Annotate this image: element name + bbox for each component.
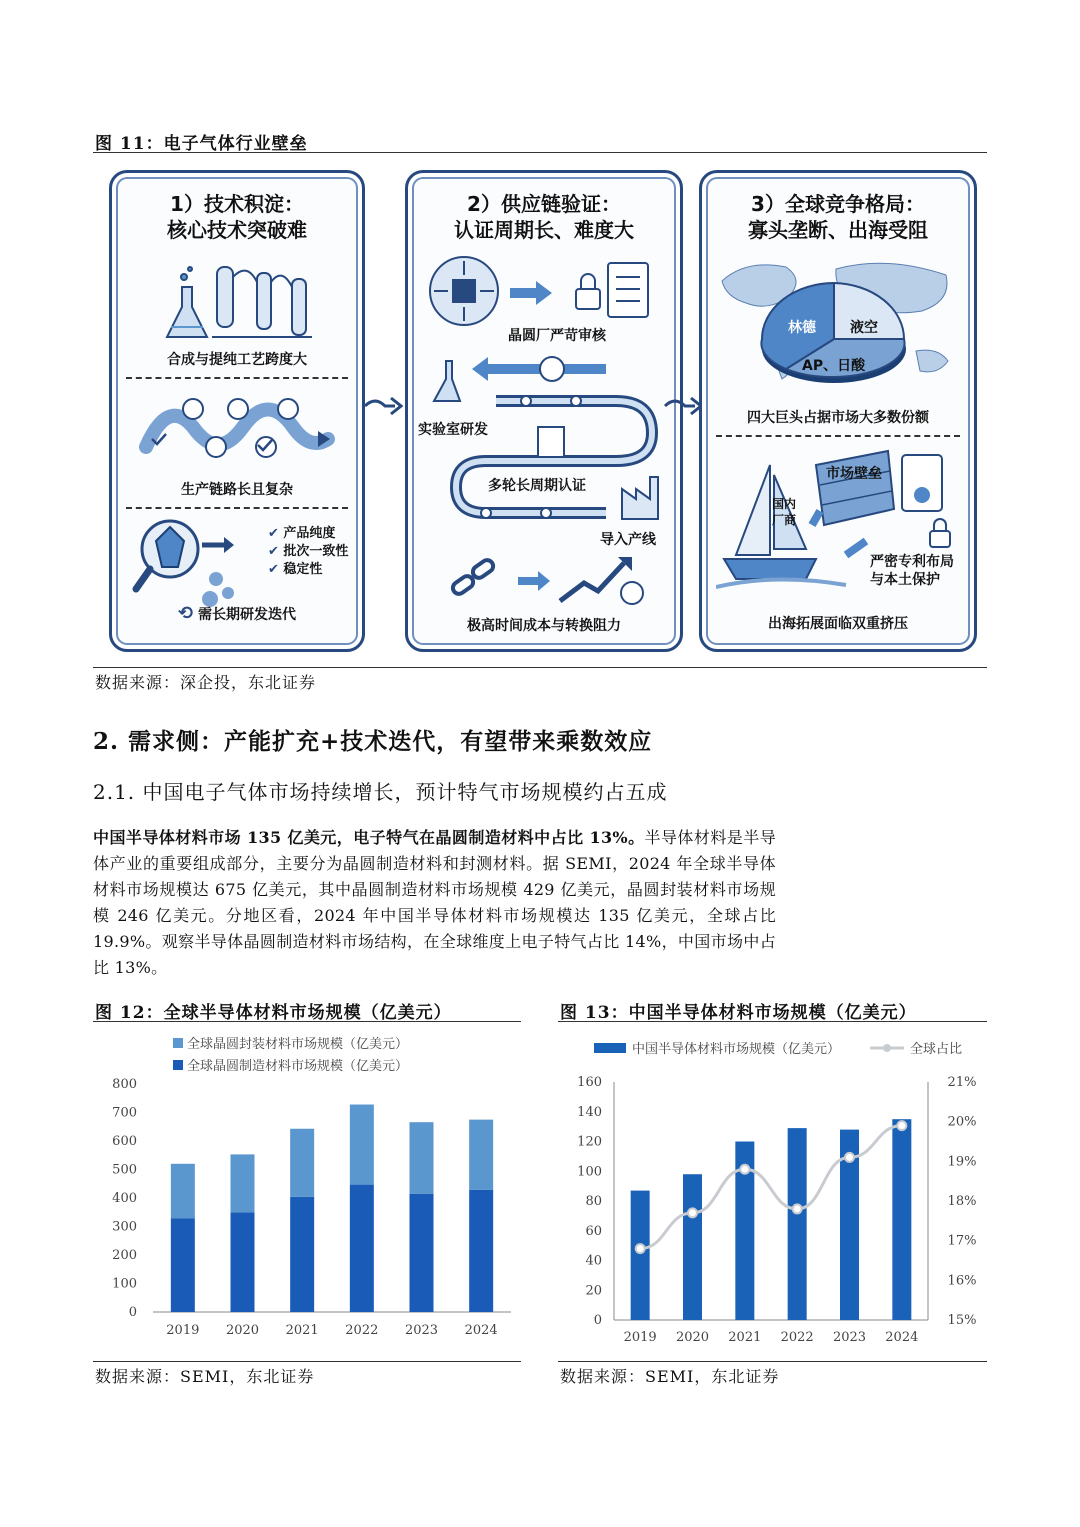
y2-tick-label: 15% [947,1313,977,1328]
bar-manufacturing-2021 [290,1197,314,1312]
bar-manufacturing-2020 [231,1213,255,1312]
bar-packaging-2021 [290,1129,314,1197]
x-tick-label: 2021 [728,1330,762,1345]
fig13-title: 图 13：中国半导体材料市场规模（亿美元） [560,1003,917,1023]
checklist-icon [608,263,648,317]
y-tick-label: 40 [585,1253,602,1269]
legend-marker-line [883,1044,891,1052]
lock-icon [576,274,600,309]
wall-label: 市场壁垒 [826,466,882,482]
share-line [640,1126,902,1249]
clock-icon [621,582,643,604]
audit-illustration [426,253,666,333]
fig13-title-rule [558,1021,987,1022]
check-item-stability: ✔ 稳定性 [268,562,323,577]
y-tick-label: 160 [577,1075,602,1090]
legend-label: 全球晶圆封装材料市场规模（亿美元） [187,1037,409,1052]
x-tick-label: 2024 [885,1330,919,1345]
legend-swatch [173,1038,183,1048]
cap-iter: 需长期研发迭代 [197,607,296,623]
y-tick-label: 800 [112,1077,137,1092]
y-tick-label: 80 [585,1194,602,1209]
bar-2019 [631,1191,650,1320]
legend-swatch-bar [594,1043,626,1053]
check-item-purity: ✔ 产品纯度 [268,526,336,541]
scroll-seal-icon [902,455,942,511]
x-tick-label: 2024 [464,1323,498,1338]
connector-arrow-1 [363,390,403,420]
share-point-2021 [740,1165,749,1174]
y-tick-label: 400 [112,1191,137,1206]
x-tick-label: 2021 [285,1323,319,1338]
check-item-consistency: ✔ 批次一致性 [268,544,349,559]
cap-squeeze: 出海拓展面临双重挤压 [768,616,908,632]
chip-icon [430,257,498,325]
cap-giants: 四大巨头占据市场大多数份额 [747,410,929,426]
bar-packaging-2024 [469,1120,493,1190]
y-tick-label: 700 [112,1105,137,1121]
y-tick-label: 300 [112,1219,137,1235]
legend-label-line: 全球占比 [910,1042,963,1057]
x-tick-label: 2023 [832,1330,867,1345]
fig13-bottom-rule [558,1361,987,1362]
purity-checklist [268,525,348,579]
fig11-title-rule [93,152,987,153]
distillation-column-icon [212,267,312,337]
y-tick-label: 0 [128,1305,137,1320]
y2-tick-label: 17% [947,1233,977,1249]
iter-row [112,603,362,624]
bar-packaging-2020 [231,1154,255,1212]
y-tick-label: 0 [593,1313,602,1328]
bar-manufacturing-2022 [350,1185,374,1312]
magnifier-crystal-illustration [132,515,242,611]
lock-icon [930,519,950,547]
fig12-title-rule [93,1021,521,1022]
y-tick-label: 500 [112,1162,137,1178]
flask-distillation-illustration [162,257,322,347]
body-paragraph-lead: 中国半导体材料市场 135 亿美元，电子特气在晶圆制造材料中占比 13%。 [93,828,645,847]
factory-icon [622,477,658,519]
x-tick-label: 2020 [225,1323,260,1338]
share-point-2022 [793,1204,802,1213]
fig13-chart [558,1024,987,1356]
x-tick-label: 2019 [623,1330,657,1345]
y-tick-label: 140 [577,1104,602,1120]
x-tick-label: 2022 [780,1330,814,1345]
share-point-2020 [688,1208,697,1217]
bar-packaging-2019 [171,1164,195,1219]
fig13-source: 数据来源：SEMI，东北证券 [560,1367,780,1386]
y-tick-label: 600 [112,1134,137,1149]
bar-manufacturing-2019 [171,1219,195,1312]
x-tick-label: 2022 [345,1323,379,1338]
panel-global-competition [699,170,977,652]
x-tick-label: 2019 [166,1323,200,1338]
fig11-title: 图 11：电子气体行业壁垒 [95,134,308,154]
fig12-source: 数据来源：SEMI，东北证券 [95,1367,315,1386]
share-point-2019 [636,1244,645,1253]
y2-tick-label: 18% [947,1194,977,1209]
share-point-2024 [897,1121,906,1130]
x-tick-label: 2023 [404,1323,439,1338]
fig11-infographic [93,160,987,658]
x-tick-label: 2020 [675,1330,710,1345]
pie-label-ap: AP、日酸 [802,358,866,374]
boat-label-line2: 厂商 [772,513,797,527]
fig12-title: 图 12：全球半导体材料市场规模（亿美元） [95,1003,452,1023]
fig12-bottom-rule [93,1361,521,1362]
y-tick-label: 20 [585,1283,602,1299]
y2-tick-label: 21% [947,1075,977,1090]
body-paragraph-text: 半导体材料是半导体产业的重要组成部分，主要分为晶圆制造材料和封测材料。据 SEMI，2024 年全球半导体材料市场规模达 675 亿美元，其中晶圆制造材料市场规模 429 亿美元，晶圆封装材料市场规模 246 亿美元。分地区看，2024 年中国半导体材料市场规模达 135 亿美元，全球占比 19.9%。观察半导体晶圆制造材料市场结构，在全球维度上电子特气占比 14%，中国市场中占比 13%。 [93,828,776,977]
panel-tech-barrier [109,170,365,652]
bar-manufacturing-2024 [469,1190,493,1312]
cap-line: 导入产线 [600,532,656,548]
cost-illustration [448,549,648,611]
subsection-heading: 2.1. 中国电子气体市场持续增长，预计特气市场规模约占五成 [93,780,668,804]
panel2-title-line1: 2）供应链验证： [467,192,621,216]
checklist-icon [538,427,564,457]
rising-arrow-icon [560,563,624,601]
panel1-title-line1: 1）技术积淀： [170,192,304,216]
share-point-2023 [845,1153,854,1162]
bar-packaging-2023 [410,1122,434,1194]
broken-chain-icon [451,558,496,596]
flask-icon [167,267,207,337]
panel2-title-line2: 认证周期长、难度大 [454,218,634,242]
cap-lab: 实验室研发 [418,422,488,438]
y2-tick-label: 20% [947,1114,977,1130]
connector-arrow-2 [663,390,703,420]
certification-track [426,349,666,529]
pie-label-linde: 林德 [788,320,816,336]
cap-synthesis: 合成与提纯工艺跨度大 [167,352,307,368]
body-paragraph [93,825,776,981]
cap-audit: 晶圆厂严苛审核 [508,328,606,344]
y2-tick-label: 19% [947,1154,977,1170]
panel3-title-line1: 3）全球竞争格局： [751,192,925,216]
y-tick-label: 100 [577,1164,602,1180]
check-icon: ✔ [268,526,284,541]
bar-2020 [683,1174,702,1320]
panel-supply-chain [405,170,683,652]
cap-patent-line2: 与本土保护 [870,572,940,588]
legend-label-bar: 中国半导体材料市场规模（亿美元） [632,1042,841,1057]
panel1-title-line2: 核心技术突破难 [167,218,307,242]
bar-2022 [788,1128,807,1320]
legend-swatch [173,1060,183,1070]
gear-chain-illustration [138,387,338,471]
fig11-bottom-rule [93,667,987,668]
clock-icon: ⟲ [178,603,194,624]
divider-2 [126,507,348,509]
y-tick-label: 60 [585,1223,602,1239]
divider-1 [126,377,348,379]
bar-packaging-2022 [350,1105,374,1185]
legend-label: 全球晶圆制造材料市场规模（亿美元） [187,1059,409,1074]
y-tick-label: 120 [577,1134,602,1150]
panel3-title-line2: 寡头垄断、出海受阻 [748,218,928,242]
flask-icon [434,361,460,401]
pie-label-airliquide: 液空 [850,320,878,336]
bar-2024 [892,1119,911,1320]
y-tick-label: 100 [112,1276,137,1292]
y2-tick-label: 16% [947,1273,977,1289]
cap-cert: 多轮长周期认证 [488,478,586,494]
cap-cost: 极高时间成本与转换阻力 [467,618,621,634]
fig11-source: 数据来源：深企投，东北证券 [95,673,317,692]
fig12-chart [93,1024,521,1356]
clock-icon [540,357,564,381]
cap-chain: 生产链路长且复杂 [181,482,293,498]
check-icon: ✔ [268,544,284,559]
bar-manufacturing-2023 [410,1194,434,1312]
section-heading: 2. 需求侧：产能扩充+技术迭代，有望带来乘数效应 [93,728,653,755]
divider-3 [716,435,960,437]
boat-label-line1: 国内 [772,497,797,511]
world-pie-illustration [716,251,960,397]
check-icon: ✔ [268,562,284,577]
y-tick-label: 200 [112,1248,137,1263]
cap-patent-line1: 严密专利布局 [870,554,954,570]
